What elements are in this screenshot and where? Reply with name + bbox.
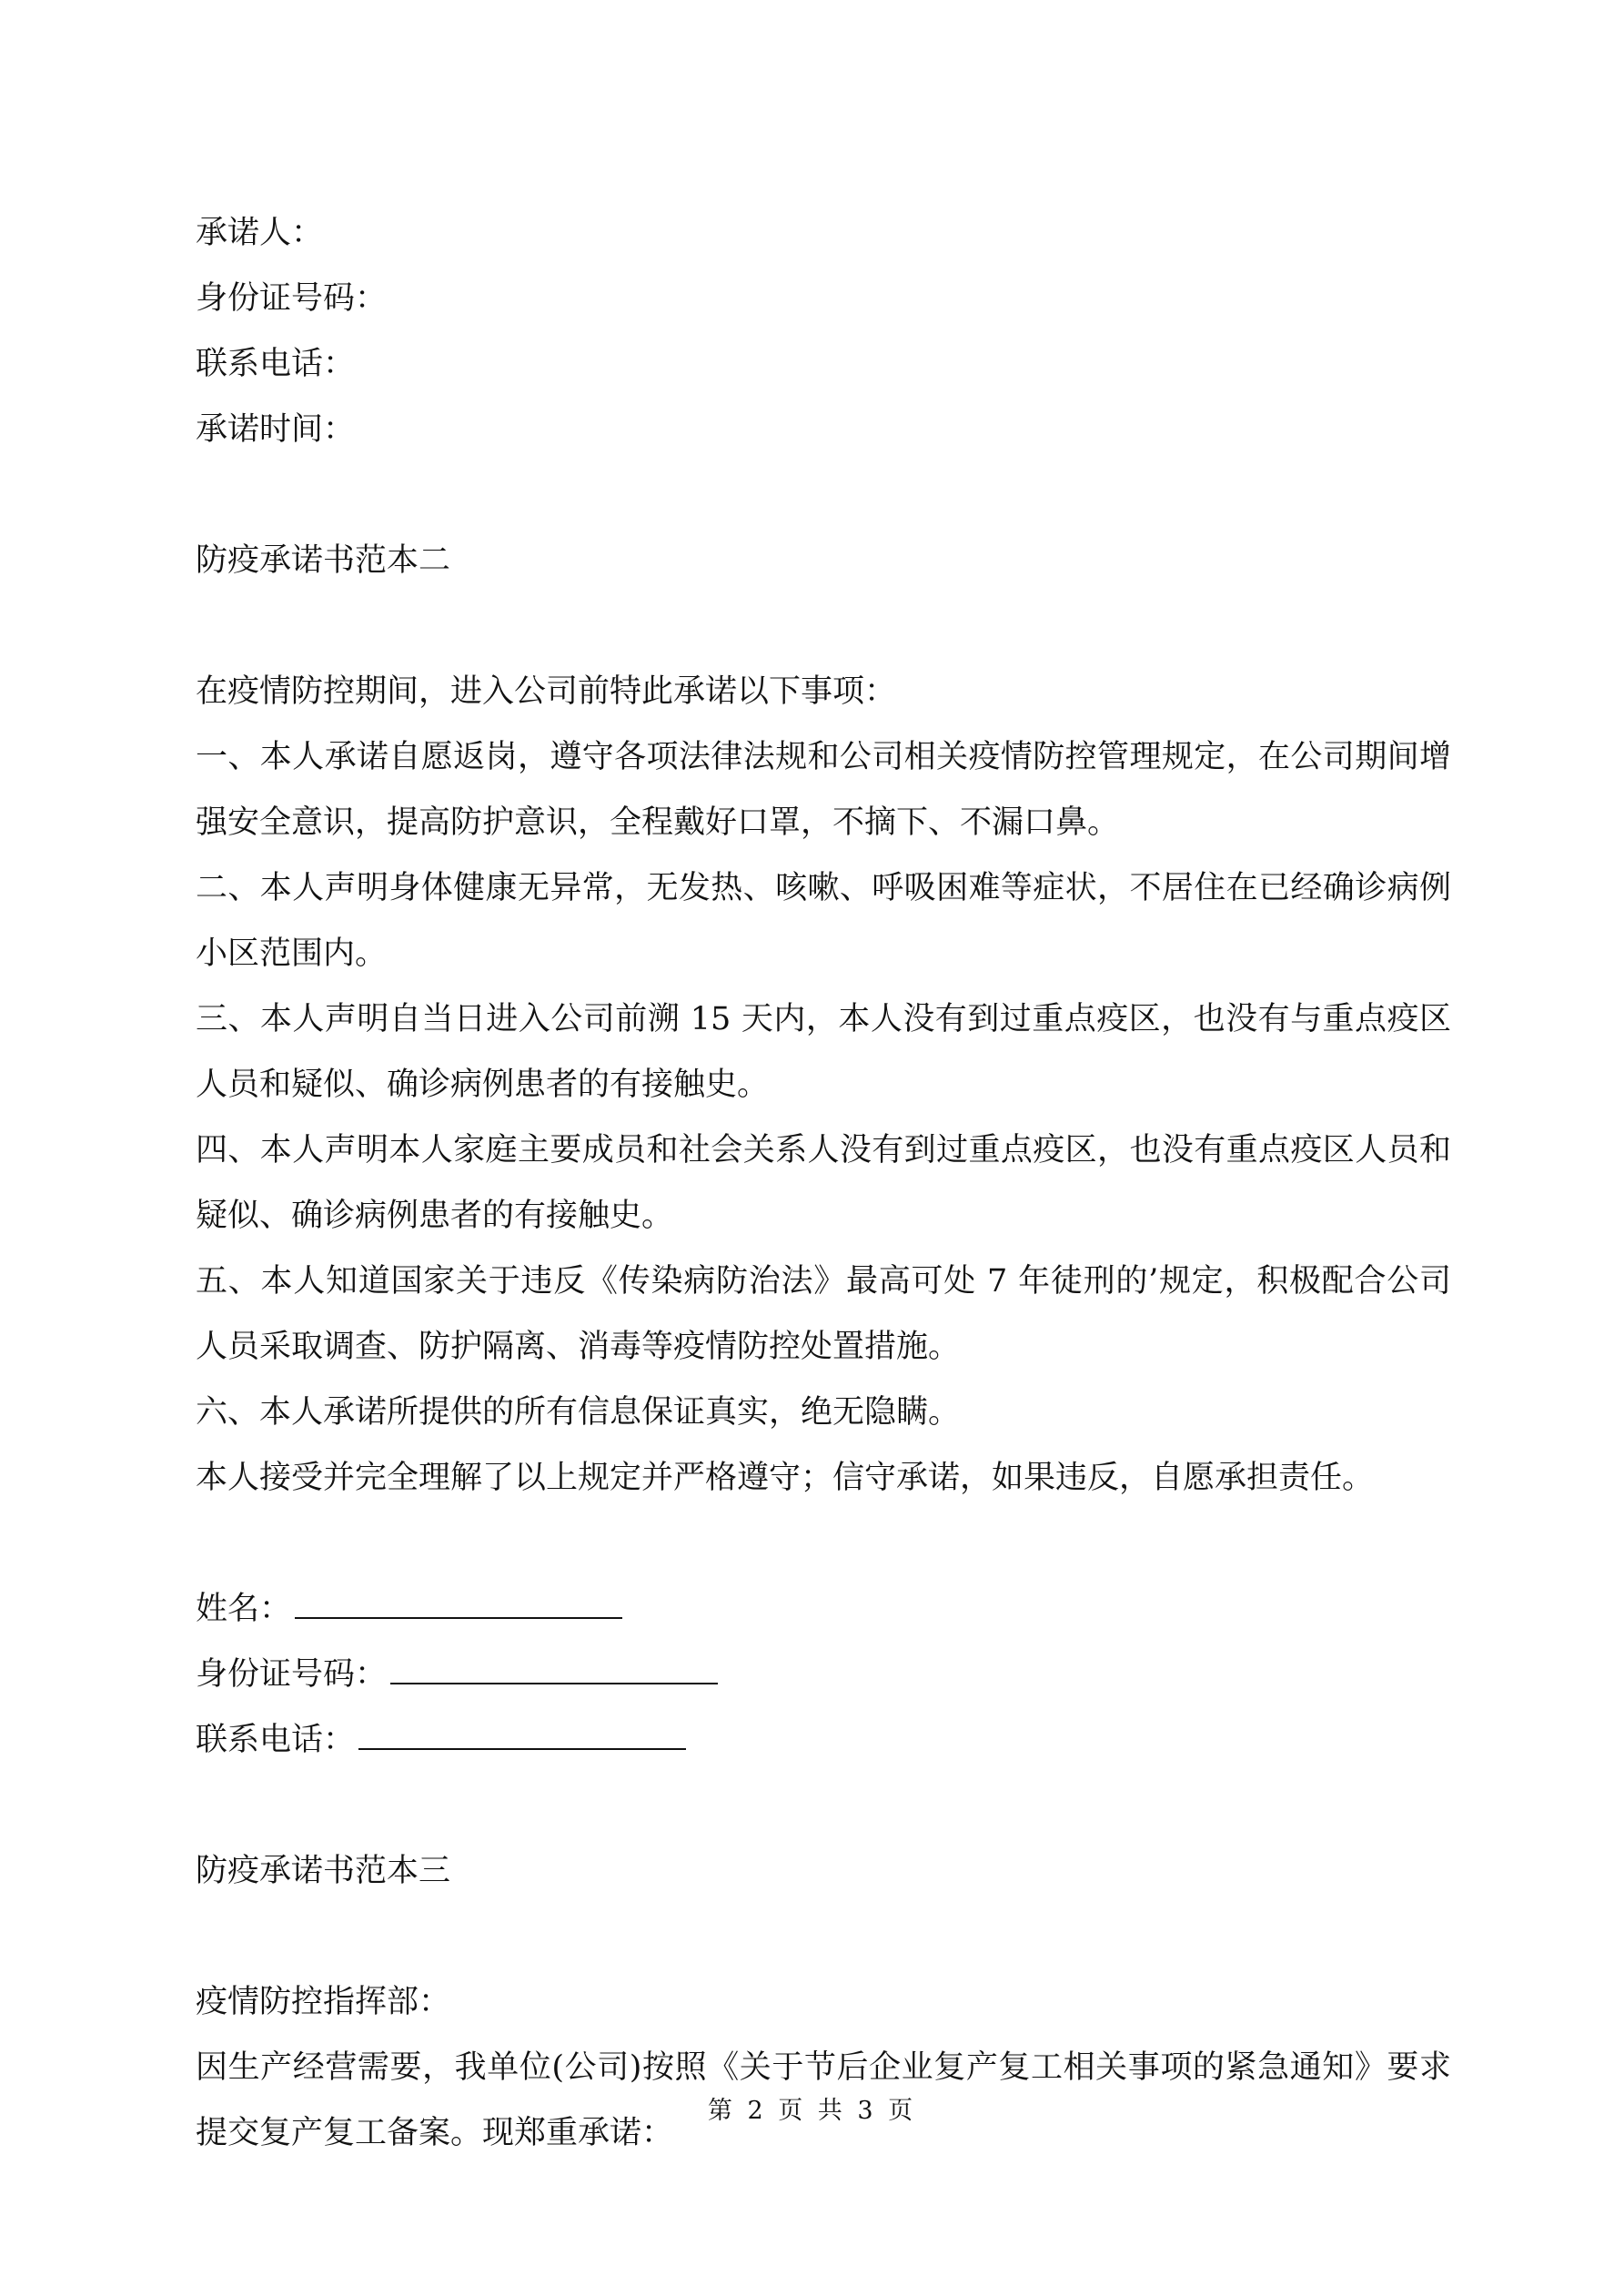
section-title-2: 防疫承诺书范本二 xyxy=(196,542,451,579)
sign-row-id xyxy=(196,1642,1451,1707)
page-footer: 第 2 页 共 3 页 xyxy=(707,2097,917,2125)
spacer xyxy=(196,593,1451,659)
spacer xyxy=(196,1904,1451,1969)
section3-addressee: 疫情防控指挥部： xyxy=(196,1984,451,2020)
sign-label-name: 姓名： xyxy=(196,1591,292,1627)
section2-intro: 在疫情防控期间，进入公司前特此承诺以下事项： xyxy=(196,673,897,710)
spacer xyxy=(196,1773,1451,1838)
field-promisor: 承诺人： xyxy=(196,215,324,251)
document-body xyxy=(196,200,1451,2166)
sign-row-name xyxy=(196,1576,1451,1642)
commitment-item-3: 三、本人声明自当日进入公司前溯 15 天内，本人没有到过重点疫区，也没有与重点疫区人员和疑似、确诊病例患者的有接触史。 xyxy=(196,1001,1451,1103)
commitment-item-4: 四、本人声明本人家庭主要成员和社会关系人没有到过重点疫区，也没有重点疫区人员和疑似、确诊病例患者的有接触史。 xyxy=(196,1132,1451,1234)
commitment-item-2: 二、本人声明身体健康无异常，无发热、咳嗽、呼吸困难等症状，不居住在已经确诊病例小区范围内。 xyxy=(196,870,1451,972)
spacer xyxy=(196,1511,1451,1576)
sign-label-phone: 联系电话： xyxy=(196,1722,356,1758)
section3-body: 因生产经营需要，我单位(公司)按照《关于节后企业复产复工相关事项的紧急通知》要求提交复产复工备案。现郑重承诺： xyxy=(196,2049,1451,2151)
field-promise-time: 承诺时间： xyxy=(196,411,356,448)
name-blank-line[interactable] xyxy=(295,1586,622,1619)
phone-blank-line[interactable] xyxy=(358,1717,686,1750)
spacer xyxy=(196,462,1451,528)
commitment-item-1: 一、本人承诺自愿返岗，遵守各项法律法规和公司相关疫情防控管理规定，在公司期间增强安全意识，提高防护意识，全程戴好口罩，不摘下、不漏口鼻。 xyxy=(196,739,1451,841)
field-id-number: 身份证号码： xyxy=(196,280,388,317)
commitment-item-6: 六、本人承诺所提供的所有信息保证真实，绝无隐瞒。 xyxy=(196,1394,961,1431)
id-blank-line[interactable] xyxy=(390,1652,718,1684)
section-title-3: 防疫承诺书范本三 xyxy=(196,1853,451,1889)
sign-row-phone xyxy=(196,1707,1451,1773)
field-phone: 联系电话： xyxy=(196,346,356,382)
section2-closing: 本人接受并完全理解了以上规定并严格遵守；信守承诺，如果违反，自愿承担责任。 xyxy=(196,1460,1375,1496)
commitment-item-5: 五、本人知道国家关于违反《传染病防治法》最高可处 7 年徒刑的’规定，积极配合公司人员采取调查、防护隔离、消毒等疫情防控处置措施。 xyxy=(196,1263,1451,1365)
sign-label-id: 身份证号码： xyxy=(196,1656,388,1693)
